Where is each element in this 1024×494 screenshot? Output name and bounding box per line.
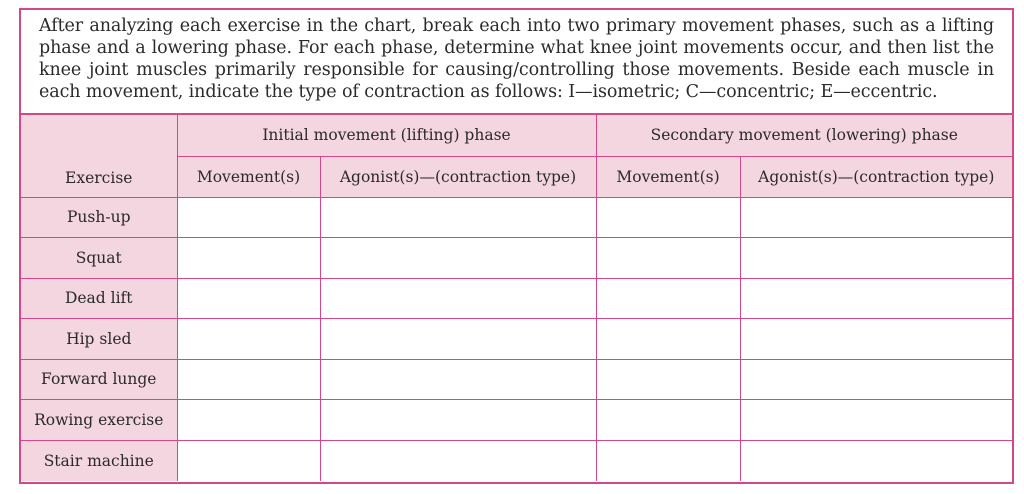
- lowering-movement-cell[interactable]: [596, 319, 740, 360]
- lowering-movement-cell[interactable]: [596, 400, 740, 441]
- lowering-agonist-cell[interactable]: [740, 359, 1012, 400]
- lowering-agonist-cell[interactable]: [740, 400, 1012, 441]
- table-row: [21, 278, 1012, 319]
- lifting-phase-header: Initial movement (lifting) phase: [177, 115, 596, 156]
- lifting-movement-cell[interactable]: [177, 278, 320, 319]
- lifting-agonist-cell[interactable]: [320, 197, 596, 238]
- lifting-movement-cell[interactable]: [177, 359, 320, 400]
- exercise-label: Push-up: [21, 197, 177, 238]
- lowering-movement-cell[interactable]: [596, 238, 740, 279]
- lifting-movement-cell[interactable]: [177, 319, 320, 360]
- lifting-agonist-cell[interactable]: [320, 319, 596, 360]
- worksheet-frame: [19, 8, 1014, 484]
- lowering-agonist-cell[interactable]: [740, 278, 1012, 319]
- lowering-agonist-cell[interactable]: [740, 440, 1012, 481]
- lowering-agonist-cell[interactable]: [740, 197, 1012, 238]
- exercise-label: Stair machine: [21, 440, 177, 481]
- lowering-movement-cell[interactable]: [596, 197, 740, 238]
- table-row: [21, 440, 1012, 481]
- lifting-movement-cell[interactable]: [177, 440, 320, 481]
- lowering-movement-cell[interactable]: [596, 359, 740, 400]
- exercise-label: Dead lift: [21, 278, 177, 319]
- exercise-column-header: Exercise: [21, 115, 177, 197]
- exercise-label: Rowing exercise: [21, 400, 177, 441]
- table-row: [21, 359, 1012, 400]
- lifting-agonist-cell[interactable]: [320, 278, 596, 319]
- table-row: [21, 319, 1012, 360]
- lifting-movements-header: Movement(s): [177, 156, 320, 197]
- lifting-agonist-cell[interactable]: [320, 440, 596, 481]
- lifting-movement-cell[interactable]: [177, 400, 320, 441]
- lowering-movement-cell[interactable]: [596, 278, 740, 319]
- lifting-agonist-cell[interactable]: [320, 400, 596, 441]
- exercise-label: Squat: [21, 238, 177, 279]
- instructions-text: After analyzing each exercise in the chart, break each into two primary movement phases, such as a lifting phase and a lowering phase. For each phase, determine what knee joint movements occur, and then list the knee joint muscles primarily responsible for causing/controlling those movements. Beside each muscle in each movement, indicate the type of contraction as follows: I—isometric; C—concentric; E—eccentric.: [21, 10, 1012, 115]
- lowering-movement-cell[interactable]: [596, 440, 740, 481]
- lifting-movement-cell[interactable]: [177, 238, 320, 279]
- exercise-label: Hip sled: [21, 319, 177, 360]
- exercise-analysis-table: [21, 115, 1012, 481]
- table-row: [21, 400, 1012, 441]
- lowering-phase-header: Secondary movement (lowering) phase: [596, 115, 1012, 156]
- lowering-agonists-header: Agonist(s)—(contraction type): [740, 156, 1012, 197]
- table-row: [21, 197, 1012, 238]
- lifting-agonist-cell[interactable]: [320, 359, 596, 400]
- lifting-agonist-cell[interactable]: [320, 238, 596, 279]
- lowering-agonist-cell[interactable]: [740, 319, 1012, 360]
- lifting-agonists-header: Agonist(s)—(contraction type): [320, 156, 596, 197]
- lowering-movements-header: Movement(s): [596, 156, 740, 197]
- table-row: [21, 238, 1012, 279]
- lifting-movement-cell[interactable]: [177, 197, 320, 238]
- lowering-agonist-cell[interactable]: [740, 238, 1012, 279]
- exercise-label: Forward lunge: [21, 359, 177, 400]
